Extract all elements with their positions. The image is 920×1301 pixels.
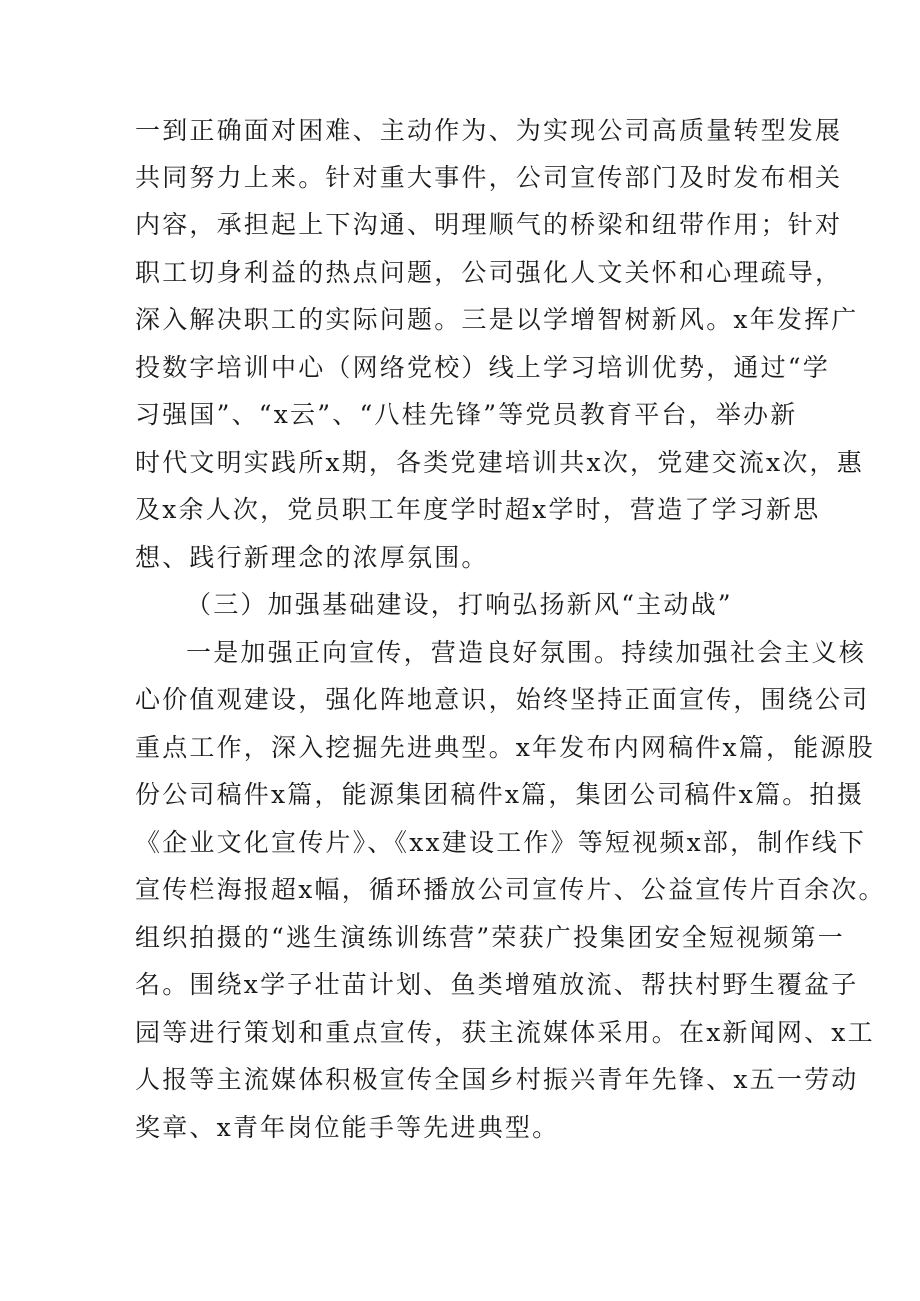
paragraph-line: 职工切身利益的热点问题，公司强化人文关怀和心理疏导， <box>135 258 843 287</box>
paragraph-line: 园等进行策划和重点宣传，获主流媒体采用。在x新闻网、x工 <box>135 1018 875 1047</box>
paragraph-line: 及x余人次，党员职工年度学时超x学时，营造了学习新思 <box>135 495 821 524</box>
paragraph-line: 人报等主流媒体积极宣传全国乡村振兴青年先锋、x五一劳动 <box>135 1065 859 1094</box>
paragraph-line: 宣传栏海报超x幅，循环播放公司宣传片、公益宣传片百余次。 <box>135 875 886 904</box>
paragraph-line: 习强国”、“x云”、“八桂先锋”等党员教育平台，举办新 <box>135 400 798 429</box>
paragraph-line: 组织拍摄的“逃生演练训练营”荣获广投集团安全短视频第一 <box>135 923 845 952</box>
paragraph-line: 深入解决职工的实际问题。三是以学增智树新风。x年发挥广 <box>135 305 859 334</box>
paragraph-line: 份公司稿件x篇，能源集团稿件x篇，集团公司稿件x篇。拍摄 <box>135 780 864 809</box>
paragraph-line: 共同努力上来。针对重大事件，公司宣传部门及时发布相关 <box>135 163 843 192</box>
paragraph-line: 奖章、x青年岗位能手等先进典型。 <box>135 1113 560 1142</box>
paragraph-line: 想、践行新理念的浓厚氛围。 <box>135 543 489 572</box>
paragraph-line: 《企业文化宣传片》、《xx建设工作》等短视频x部，制作线下 <box>135 828 867 857</box>
paragraph-line: 名。围绕x学子壮苗计划、鱼类增殖放流、帮扶村野生覆盆子 <box>135 970 859 999</box>
paragraph-line: 内容，承担起上下沟通、明理顺气的桥梁和纽带作用；针对 <box>135 210 843 239</box>
paragraph-line: 心价值观建设，强化阵地意识，始终坚持正面宣传，围绕公司 <box>135 685 870 714</box>
paragraph-line: 重点工作，深入挖掘先进典型。x年发布内网稿件x篇，能源股 <box>135 733 875 762</box>
paragraph-line: 一到正确面对困难、主动作为、为实现公司高质量转型发展 <box>135 116 843 145</box>
paragraph-line: 一是加强正向宣传，营造良好氛围。持续加强社会主义核 <box>186 638 867 667</box>
paragraph-line: 时代文明实践所x期，各类党建培训共x次，党建交流x次，惠 <box>135 448 864 477</box>
paragraph-line: 投数字培训中心（网络党校）线上学习培训优势，通过“学 <box>135 353 830 382</box>
section-heading: （三）加强基础建设，打响弘扬新风“主动战” <box>186 590 733 619</box>
